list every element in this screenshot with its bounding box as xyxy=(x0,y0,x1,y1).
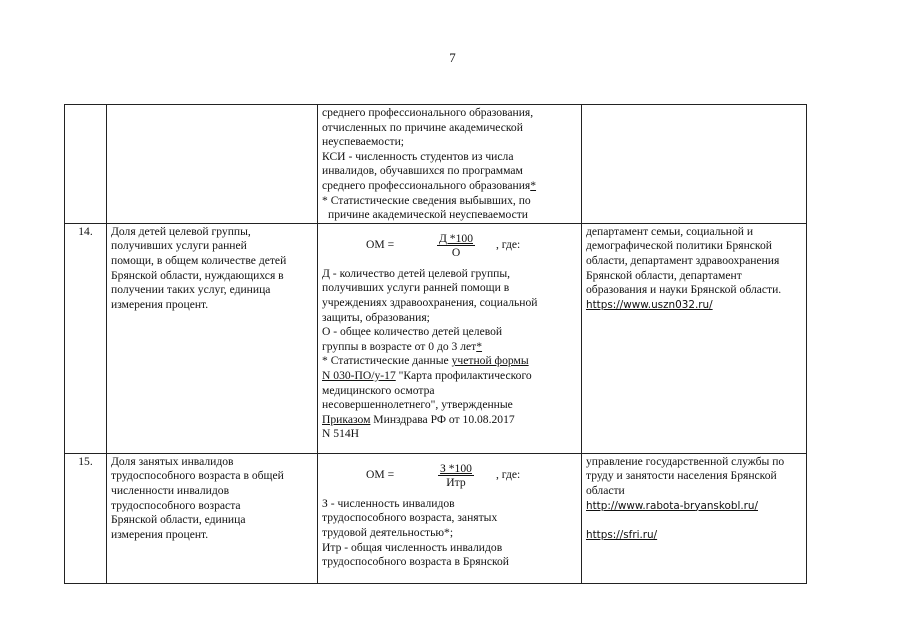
formula xyxy=(322,455,577,497)
method-line: трудоспособного возраста, занятых xyxy=(322,511,498,525)
source-line: образования и науки Брянской области. xyxy=(586,283,782,297)
name-line: Доля занятых инвалидов xyxy=(111,454,234,468)
formula-fraction xyxy=(428,462,484,489)
method-line: трудоспособного возраста в Брянской xyxy=(322,555,510,569)
method-line xyxy=(322,354,577,369)
footnote-link[interactable]: * xyxy=(476,339,483,353)
method-line: неуспеваемости; xyxy=(322,135,405,149)
cell-number: 14. xyxy=(65,223,107,453)
order-link[interactable]: Приказом xyxy=(322,412,371,426)
footnote-link[interactable]: * xyxy=(530,178,537,192)
formula-numerator: Д *100 xyxy=(439,232,473,246)
formula-tail: , где: xyxy=(496,468,521,482)
table-row-continued xyxy=(65,105,807,224)
formula-denominator: Итр xyxy=(446,476,466,490)
source-line: Брянской области, департамент xyxy=(586,268,742,282)
table-row-14 xyxy=(65,223,807,453)
method-text: "Карта профилактического xyxy=(395,368,532,382)
cell-indicator-name xyxy=(107,223,318,453)
method-line xyxy=(322,413,577,428)
cell-calculation-method xyxy=(318,105,582,224)
formula-tail: , где: xyxy=(496,238,521,252)
cell-calculation-method xyxy=(318,223,582,453)
cell-source xyxy=(582,105,807,224)
method-text: * Статистические данные xyxy=(322,354,452,368)
source-line: демографической политики Брянской xyxy=(586,239,772,253)
page-number: 7 xyxy=(449,50,456,65)
cell-number xyxy=(65,105,107,224)
name-line: Доля детей целевой группы, xyxy=(111,224,251,238)
cell-indicator-name xyxy=(107,453,318,583)
method-line: N 514Н xyxy=(322,427,360,441)
formula-lhs: ОМ = xyxy=(366,238,395,252)
name-line: получении таких услуг, единица xyxy=(111,283,271,297)
form-link[interactable]: учетной формы xyxy=(451,354,529,368)
method-line: защиты, образования; xyxy=(322,310,430,324)
method-line: отчисленных по причине академической xyxy=(322,120,523,134)
method-line xyxy=(322,179,577,194)
formula-numerator: З *100 xyxy=(440,462,472,476)
method-line: Итр - общая численность инвалидов xyxy=(322,540,503,554)
source-url-link[interactable]: https://sfri.ru/ xyxy=(586,529,658,542)
method-line: О - общее количество детей целевой xyxy=(322,325,503,339)
method-line: КСИ - численность студентов из числа xyxy=(322,149,514,163)
method-text: группы в возрасте от 0 до 3 лет xyxy=(322,339,477,353)
method-text: Минздрава РФ от 10.08.2017 xyxy=(370,412,515,426)
indicators-table xyxy=(64,104,807,584)
source-line: области xyxy=(586,483,625,497)
name-line: Брянской области, единица xyxy=(111,513,246,527)
name-line: измерения процент. xyxy=(111,527,209,541)
method-line: инвалидов, обучавшихся по программам xyxy=(322,164,523,178)
method-line: трудовой деятельностью*; xyxy=(322,525,454,539)
cell-source xyxy=(582,223,807,453)
cell-calculation-method xyxy=(318,453,582,583)
name-line: Брянской области, нуждающихся в xyxy=(111,268,284,282)
method-line: Д - количество детей целевой группы, xyxy=(322,266,511,280)
name-line: измерения процент. xyxy=(111,297,209,311)
source-line: департамент семьи, социальной и xyxy=(586,224,754,238)
method-line: * Статистические сведения выбывших, по xyxy=(322,193,531,207)
source-line: труду и занятости населения Брянской xyxy=(586,469,777,483)
method-line xyxy=(322,340,577,355)
method-line: З - численность инвалидов xyxy=(322,496,455,510)
formula-denominator: О xyxy=(451,246,461,260)
source-url-link[interactable]: https://www.uszn032.ru/ xyxy=(586,298,713,311)
name-line: получивших услуги ранней xyxy=(111,239,247,253)
name-line: трудоспособного возраста в общей xyxy=(111,469,284,483)
formula xyxy=(322,225,577,267)
method-line: учреждениях здравоохранения, социальной xyxy=(322,295,538,309)
method-line: причине академической неуспеваемости xyxy=(328,208,528,222)
method-line: медицинского осмотра xyxy=(322,383,435,397)
source-url-link[interactable]: http://www.rabota-bryanskobl.ru/ xyxy=(586,499,758,512)
cell-number: 15. xyxy=(65,453,107,583)
method-line: получивших услуги ранней помощи в xyxy=(322,281,510,295)
method-line: несовершеннолетнего", утвержденные xyxy=(322,398,513,412)
formula-lhs: ОМ = xyxy=(366,468,395,482)
name-line: трудоспособного возраста xyxy=(111,498,241,512)
cell-source xyxy=(582,453,807,583)
source-line: управление государственной службы по xyxy=(586,454,785,468)
method-line xyxy=(322,369,577,384)
method-text: среднего профессионального образования xyxy=(322,178,531,192)
cell-indicator-name xyxy=(107,105,318,224)
source-line: области, департамент здравоохранения xyxy=(586,253,780,267)
name-line: помощи, в общем количестве детей xyxy=(111,253,287,267)
form-number-link[interactable]: N 030-ПО/у-17 xyxy=(322,368,396,382)
table-row-15 xyxy=(65,453,807,583)
method-line: среднего профессионального образования, xyxy=(322,106,534,119)
formula-fraction xyxy=(428,232,484,259)
spacer xyxy=(586,513,802,528)
name-line: численности инвалидов xyxy=(111,483,230,497)
